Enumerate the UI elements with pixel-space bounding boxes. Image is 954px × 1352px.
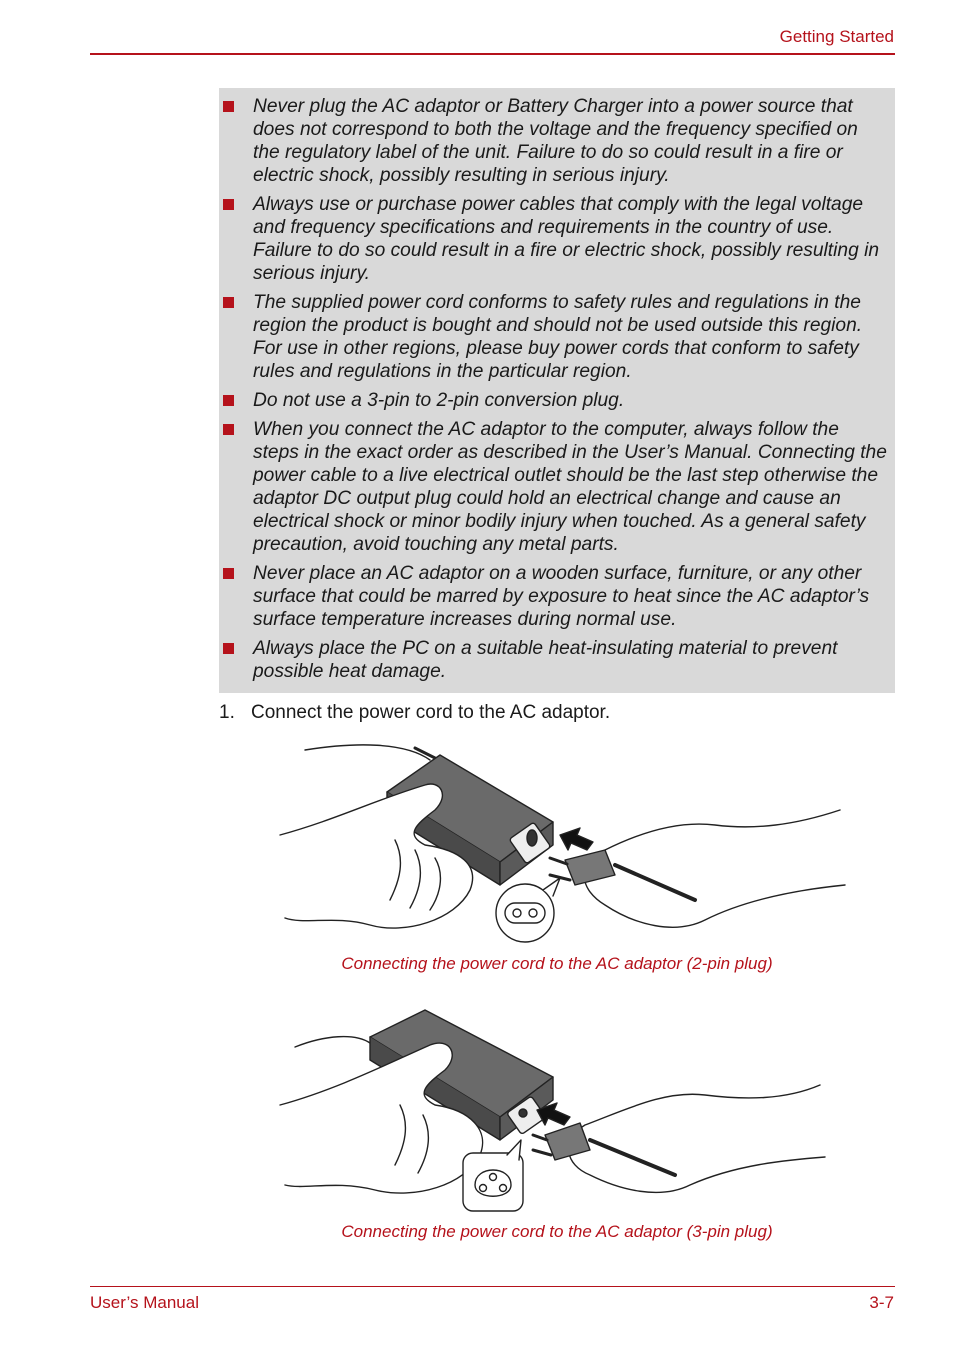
step-1 bbox=[219, 701, 610, 724]
step-text: Connect the power cord to the AC adaptor. bbox=[251, 702, 611, 723]
warning-item bbox=[223, 637, 889, 683]
warning-text: The supplied power cord conforms to safety rules and regulations in the region the product is bought and should not be used outside this region. For use in other regions, please buy power cords that conform to safety rules and regulations in the particular region. bbox=[253, 292, 863, 382]
warning-text: Always use or purchase power cables that comply with the legal voltage and frequency specifications and requirements in the country of use. Failure to do so could result in a fire or electric shock, possibly resulting in serious injury. bbox=[253, 194, 880, 284]
bullet-square-icon bbox=[223, 297, 234, 308]
warning-item bbox=[223, 193, 889, 285]
warning-text: Always place the PC on a suitable heat-insulating material to prevent possible heat damage. bbox=[253, 638, 838, 682]
warning-item bbox=[223, 95, 889, 187]
footer-manual-title: User’s Manual bbox=[90, 1293, 199, 1312]
warning-text: Never place an AC adaptor on a wooden surface, furniture, or any other surface that could be marred by exposure to heat since the AC adaptor’s surface temperature increases during normal use. bbox=[253, 563, 870, 630]
figure-2pin-illustration bbox=[275, 740, 855, 945]
warning-item bbox=[223, 418, 889, 556]
warning-box bbox=[219, 88, 895, 693]
warning-item bbox=[223, 562, 889, 631]
warning-text: Never plug the AC adaptor or Battery Charger into a power source that does not correspond to both the voltage and the frequency specified on the regulatory label of the unit. Failure to do so could result in a fire or electric shock, possibly resulting in serious injury. bbox=[253, 96, 858, 186]
warning-item bbox=[223, 389, 889, 412]
header-rule bbox=[90, 53, 895, 55]
warning-text: When you connect the AC adaptor to the computer, always follow the steps in the exact order as described in the User’s Manual. Connecting the power cable to a live electrical outlet should be the last step otherwise the adaptor DC output plug could hold an electrical change and cause an electrical shock or minor bodily injury when touched. As a general safety precaution, avoid touching any metal parts. bbox=[253, 419, 887, 555]
footer-rule bbox=[90, 1286, 895, 1287]
bullet-square-icon bbox=[223, 424, 234, 435]
footer-page-number: 3-7 bbox=[869, 1293, 894, 1312]
figure-3pin-illustration bbox=[275, 1005, 855, 1215]
bullet-square-icon bbox=[223, 643, 234, 654]
figure-caption: Connecting the power cord to the AC adaptor (2-pin plug) bbox=[341, 954, 773, 973]
bullet-square-icon bbox=[223, 199, 234, 210]
step-number: 1. bbox=[219, 702, 235, 723]
bullet-square-icon bbox=[223, 101, 234, 112]
warning-item bbox=[223, 291, 889, 383]
page-header-title: Getting Started bbox=[779, 27, 894, 46]
bullet-square-icon bbox=[223, 568, 234, 579]
warning-text: Do not use a 3-pin to 2-pin conversion plug. bbox=[253, 390, 625, 411]
figure-caption: Connecting the power cord to the AC adaptor (3-pin plug) bbox=[341, 1222, 773, 1241]
bullet-square-icon bbox=[223, 395, 234, 406]
